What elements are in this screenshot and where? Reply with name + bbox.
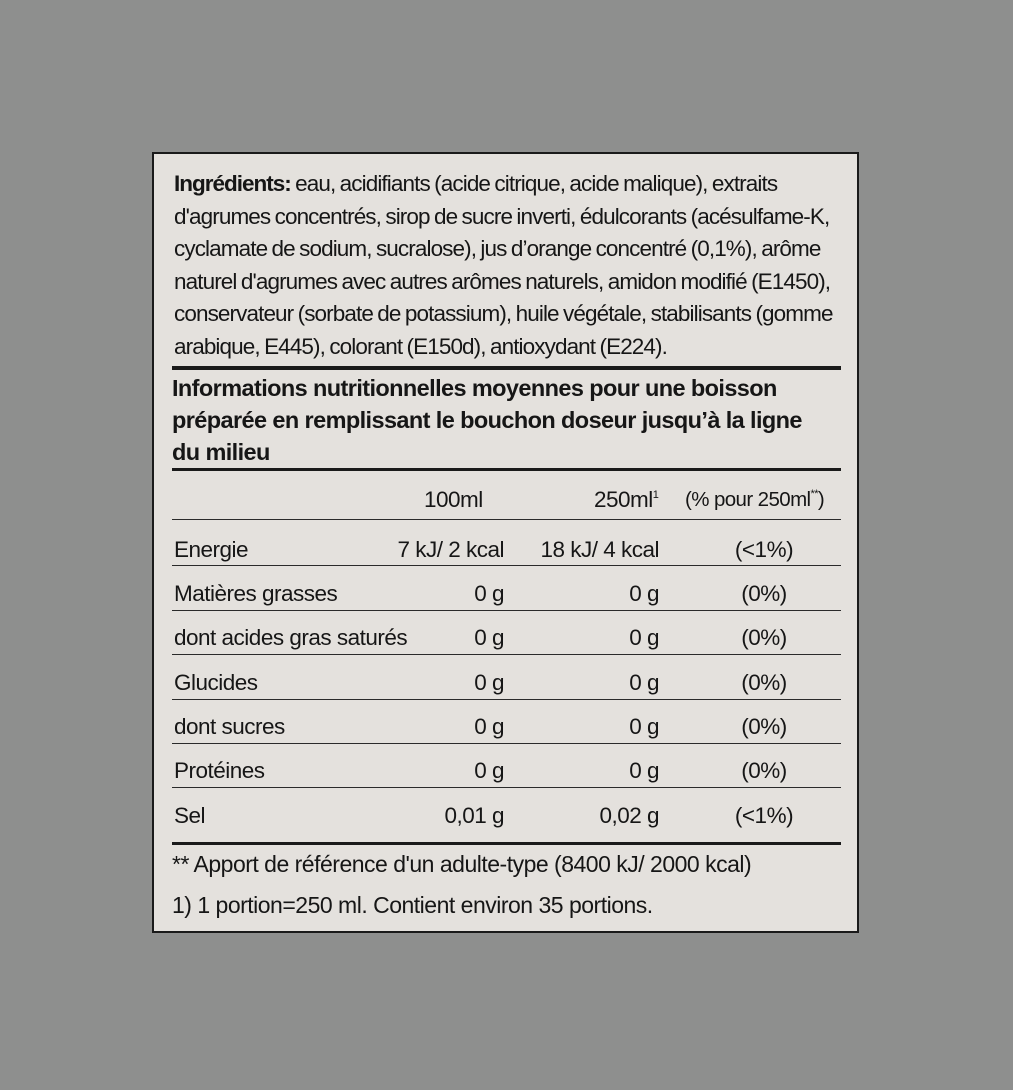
value-250ml: 18 kJ/ 4 kcal [540, 537, 659, 562]
nutrient-label: Protéines [174, 758, 265, 783]
row-divider [172, 565, 841, 566]
value-pct: (0%) [741, 581, 787, 606]
value-100ml: 7 kJ/ 2 kcal [397, 537, 504, 562]
header-250ml-sup: 1 [652, 489, 659, 501]
value-250ml: 0 g [629, 714, 659, 739]
row-divider [172, 610, 841, 611]
footnote-reference: ** Apport de référence d'un adulte-type (8400 kJ/ 2000 kcal) [172, 851, 752, 877]
heading-divider [172, 468, 841, 471]
value-pct: (0%) [741, 625, 787, 650]
value-pct: (<1%) [734, 803, 794, 828]
header-pct [685, 485, 824, 515]
header-100ml: 100ml [424, 487, 483, 512]
row-divider [172, 699, 841, 700]
table-bottom-divider [172, 842, 841, 845]
value-pct: (<1%) [734, 537, 794, 562]
row-divider [172, 743, 841, 744]
header-250ml-label: 250ml [594, 487, 653, 512]
footnote-portion: 1) 1 portion=250 ml. Contient environ 35 portions. [172, 892, 653, 918]
nutrition-label-panel [152, 152, 859, 933]
row-divider [172, 654, 841, 655]
row-divider [172, 787, 841, 788]
nutrient-label: dont acides gras saturés [174, 625, 408, 650]
value-pct: (0%) [741, 714, 787, 739]
value-100ml: 0 g [474, 758, 504, 783]
value-250ml: 0 g [629, 670, 659, 695]
ingredients-divider [172, 366, 841, 370]
value-250ml: 0 g [629, 758, 659, 783]
value-100ml: 0 g [474, 625, 504, 650]
ingredients-text [174, 168, 859, 364]
nutrient-label: Sel [174, 803, 206, 828]
nutrient-label: Matières grasses [174, 581, 338, 606]
value-pct: (0%) [741, 670, 787, 695]
value-250ml: 0 g [629, 625, 659, 650]
header-pct-close: ) [817, 488, 825, 511]
header-250ml [594, 485, 658, 515]
value-250ml: 0 g [629, 581, 659, 606]
table-header-divider [172, 519, 841, 520]
header-pct-sup: ** [810, 488, 818, 500]
nutrition-heading: Informations nutritionnelles moyennes pour une boisson préparée en remplissant le bouchon doseur jusqu’à la ligne du milieu [172, 375, 802, 465]
nutrient-label: Energie [174, 537, 249, 562]
value-pct: (0%) [741, 758, 787, 783]
header-pct-label: (% pour 250ml [685, 488, 811, 511]
value-100ml: 0 g [474, 714, 504, 739]
ingredients-list: eau, acidifiants (acide citrique, acide malique), extraits d'agrumes concentrés, sirop de sucre inverti, édulcorants (acésulfame-K, cyclamate de sodium, sucralose), jus d’orange concentré (0,1%), arôme naturel d'agrumes avec autres arômes naturels, amidon modifié (E1450), conservateur (sorbate de potassium), huile végétale, stabilisants (gomme arabique, E445), colorant (E150d), antioxydant (E224). [174, 171, 833, 359]
value-250ml: 0,02 g [599, 803, 659, 828]
nutrient-label: dont sucres [174, 714, 285, 739]
value-100ml: 0,01 g [444, 803, 504, 828]
ingredients-title: Ingrédients: [174, 171, 291, 196]
value-100ml: 0 g [474, 581, 504, 606]
nutrient-label: Glucides [174, 670, 258, 695]
value-100ml: 0 g [474, 670, 504, 695]
